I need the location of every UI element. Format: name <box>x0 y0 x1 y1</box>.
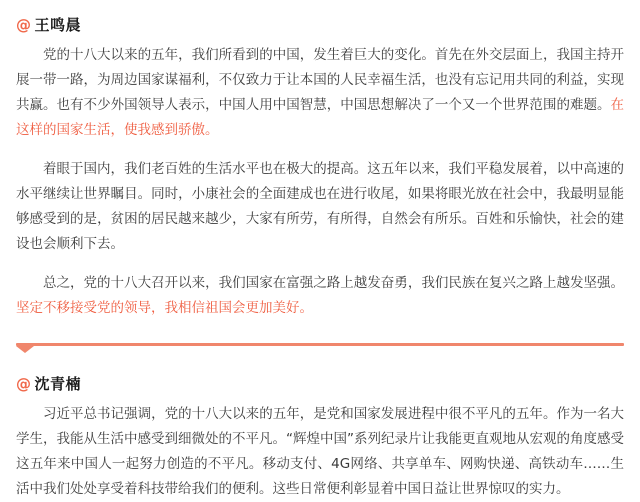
paragraph <box>16 271 624 321</box>
paragraph-text: 着眼于国内，我们老百姓的生活水平也在极大的提高。这五年以来，我们平稳发展着，以中高速的水平继续让世界瞩目。同时，小康社会的全面建成也在进行收尾，如果将眼光放在社会中，我最明显能够感受到的是，贫困的居民越来越少，大家有所劳，有所得，自然会有所乐。百姓和乐愉快，社会的建设也会顺利下去。 <box>16 161 624 252</box>
at-symbol-icon: @ <box>16 374 32 393</box>
paragraph-text: 习近平总书记强调，党的十八大以来的五年，是党和国家发展进程中很不平凡的五年。作为一名大学生，我能从生活中感受到细微处的不平凡。“辉煌中国”系列纪录片让我能更直观地从宏观的角度感受这五年来中国人一起努力创造的不平凡。移动支付、4G网络、共享单车、网购快递、高铁动车……生活中我们处处享受着科技带给我们的便利。这些日常便利彰显着中国日益让世界惊叹的实力。 <box>16 406 624 497</box>
post-first <box>16 14 624 321</box>
paragraph <box>16 43 624 143</box>
paragraph <box>16 157 624 257</box>
author-line <box>16 373 624 394</box>
paragraph-highlight: 在这样的国家生活，使我感到骄傲。 <box>16 97 624 138</box>
paragraph-highlight: 坚定不移接受党的领导，我相信祖国会更加美好。 <box>16 300 313 316</box>
divider-bar <box>16 343 624 346</box>
author-line <box>16 14 624 35</box>
paragraph-text: 总之，党的十八大召开以来，我们国家在富强之路上越发奋勇，我们民族在复兴之路上越发坚强。 <box>43 275 624 291</box>
section-divider <box>16 343 624 353</box>
paragraph <box>16 402 624 502</box>
post-body <box>16 43 624 321</box>
post-body <box>16 402 624 502</box>
author-name: 沈青楠 <box>34 375 82 393</box>
post-second <box>16 373 624 502</box>
at-symbol-icon: @ <box>16 15 32 34</box>
author-name: 王鸣晨 <box>34 16 82 34</box>
paragraph-text: 党的十八大以来的五年，我们所看到的中国，发生着巨大的变化。首先在外交层面上，我国主持开展一带一路，为周边国家谋福利，不仅致力于让本国的人民幸福生活，也没有忘记用共同的利益，实现共赢。也有不少外国领导人表示，中国人用中国智慧，中国思想解决了一个又一个世界范围的难题。 <box>16 47 624 113</box>
